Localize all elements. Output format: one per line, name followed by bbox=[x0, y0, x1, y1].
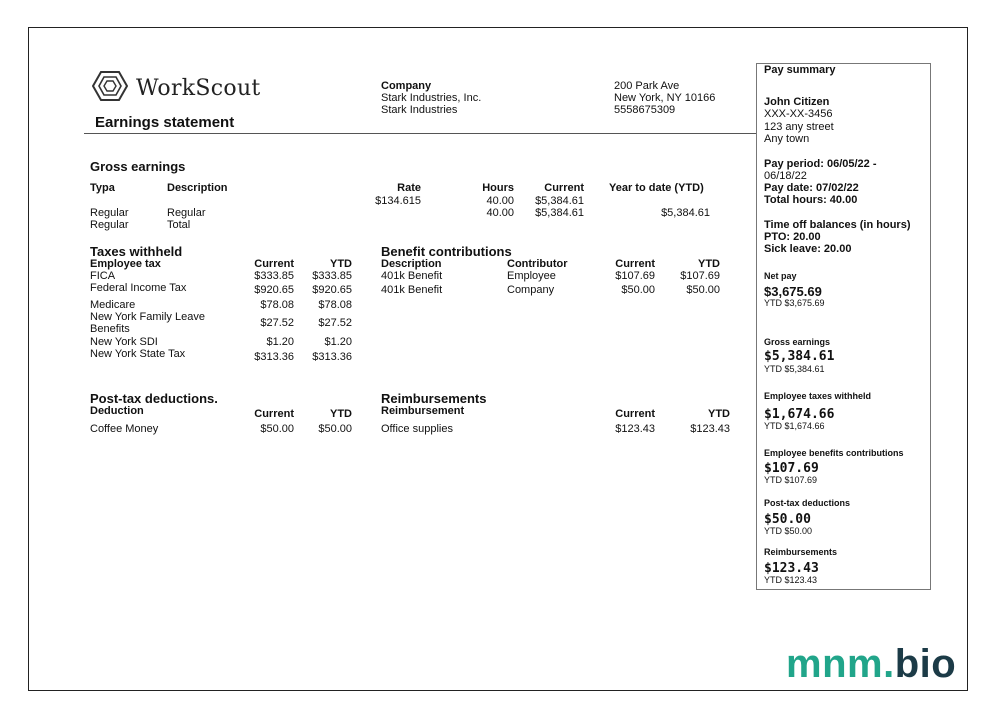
benefit-ytd: $50.00 bbox=[686, 284, 720, 296]
summary-heading: Pay summary bbox=[764, 64, 836, 76]
benefits-label: Employee benefits contributions bbox=[764, 448, 904, 458]
posttax-heading: Post-tax deductions. bbox=[90, 391, 218, 406]
reimb-header-name: Reimbursement bbox=[381, 405, 465, 417]
benefit-current: $107.69 bbox=[615, 270, 655, 282]
posttax-header-current: Current bbox=[254, 408, 294, 420]
company-line2: Stark Industries bbox=[381, 104, 458, 116]
gross-row-current: $5,384.61 bbox=[535, 207, 584, 219]
benefits-value: $107.69 bbox=[764, 461, 819, 476]
tax-name-cont: Benefits bbox=[90, 323, 130, 335]
tax-name: New York SDI bbox=[90, 336, 158, 348]
brand-logo bbox=[92, 70, 261, 107]
gross-header-rate: Rate bbox=[397, 182, 421, 194]
tax-current: $78.08 bbox=[260, 299, 294, 311]
reimb-header-ytd: YTD bbox=[708, 408, 730, 420]
net-pay-label: Net pay bbox=[764, 271, 797, 281]
company-phone: 5558675309 bbox=[614, 104, 676, 116]
tax-name: FICA bbox=[90, 270, 116, 282]
tax-current: $920.65 bbox=[254, 284, 294, 296]
tax-current: $313.36 bbox=[254, 351, 294, 363]
gross-hours: 40.00 bbox=[486, 195, 514, 207]
benefit-desc: 401k Benefit bbox=[381, 284, 443, 296]
posttax-label: Post-tax deductions bbox=[764, 498, 851, 508]
tax-ytd: $920.65 bbox=[312, 284, 352, 296]
tax-ytd: $27.52 bbox=[318, 317, 352, 329]
benefits-heading: Benefit contributions bbox=[381, 244, 512, 259]
benefits-ytd: YTD $107.69 bbox=[764, 475, 818, 485]
gross-total-desc: Total bbox=[167, 219, 191, 231]
benefit-current: $50.00 bbox=[621, 284, 655, 296]
posttax-value: $50.00 bbox=[764, 512, 811, 527]
reimb-ytd: YTD $123.43 bbox=[764, 575, 818, 585]
header-divider bbox=[84, 133, 756, 134]
pay-period-end: 06/18/22 bbox=[764, 170, 807, 182]
reimb-heading: Reimbursements bbox=[381, 391, 487, 406]
company-line1: Stark Industries, Inc. bbox=[381, 92, 482, 104]
taxes-header-ytd: YTD bbox=[330, 258, 352, 270]
brand-name: WorkScout bbox=[136, 76, 261, 101]
tax-name: Medicare bbox=[90, 299, 136, 311]
gross-header-current: Current bbox=[544, 182, 584, 194]
benefits-header-ytd: YTD bbox=[698, 258, 720, 270]
benefit-ytd: $107.69 bbox=[680, 270, 720, 282]
gross-rate: $134.615 bbox=[375, 195, 421, 207]
total-hours: Total hours: 40.00 bbox=[764, 194, 858, 206]
tax-ytd: $78.08 bbox=[318, 299, 352, 311]
gross-value: $5,384.61 bbox=[764, 349, 835, 364]
reimb-value: $123.43 bbox=[764, 561, 819, 576]
tax-current: $1.20 bbox=[266, 336, 294, 348]
gross-label: Gross earnings bbox=[764, 337, 831, 347]
sick-balance: Sick leave: 20.00 bbox=[764, 243, 852, 255]
employee-street: 123 any street bbox=[764, 121, 834, 133]
benefits-header-contrib: Contributor bbox=[507, 258, 568, 270]
tax-ytd: $333.85 bbox=[312, 270, 352, 282]
taxes-ytd: YTD $1,674.66 bbox=[764, 421, 825, 431]
posttax-header-ytd: YTD bbox=[330, 408, 352, 420]
gross-header-ytd: Year to date (YTD) bbox=[609, 182, 704, 194]
employee-town: Any town bbox=[764, 133, 810, 145]
tax-current: $27.52 bbox=[260, 317, 294, 329]
timeoff-heading: Time off balances (in hours) bbox=[764, 219, 911, 231]
gross-row-type: Regular bbox=[90, 207, 129, 219]
gross-header-hours: Hours bbox=[482, 182, 514, 194]
taxes-header-name: Employee tax bbox=[90, 258, 161, 270]
posttax-ytd: YTD $50.00 bbox=[764, 526, 813, 536]
gross-ytd: YTD $5,384.61 bbox=[764, 364, 825, 374]
gross-row-hours: 40.00 bbox=[486, 207, 514, 219]
pay-period: Pay period: 06/05/22 - bbox=[764, 158, 877, 170]
company-address1: 200 Park Ave bbox=[614, 80, 680, 92]
taxes-value: $1,674.66 bbox=[764, 407, 835, 422]
gross-current: $5,384.61 bbox=[535, 195, 584, 207]
gross-heading: Gross earnings bbox=[90, 159, 186, 174]
gross-row-ytd: $5,384.61 bbox=[661, 207, 710, 219]
taxes-heading: Taxes withheld bbox=[90, 244, 183, 259]
reimb-label: Reimbursements bbox=[764, 547, 838, 557]
benefits-header-desc: Description bbox=[381, 258, 442, 270]
reimb-ytd: $123.43 bbox=[690, 423, 730, 435]
reimb-header-current: Current bbox=[615, 408, 655, 420]
benefit-desc: 401k Benefit bbox=[381, 270, 443, 282]
reimb-current: $123.43 bbox=[615, 423, 655, 435]
posttax-name: Coffee Money bbox=[90, 423, 159, 435]
taxes-label: Employee taxes withheld bbox=[764, 391, 872, 401]
watermark-part1: mnm. bbox=[786, 642, 895, 686]
employee-ssn: XXX-XX-3456 bbox=[764, 108, 833, 120]
watermark-part2: bio bbox=[894, 642, 957, 686]
company-address2: New York, NY 10166 bbox=[614, 92, 716, 104]
tax-name: New York State Tax bbox=[90, 348, 186, 360]
gross-total-type: Regular bbox=[90, 219, 129, 231]
gross-row-desc: Regular bbox=[167, 207, 206, 219]
net-pay-value: $3,675.69 bbox=[764, 284, 822, 299]
benefit-contrib: Employee bbox=[507, 270, 556, 282]
net-pay-ytd: YTD $3,675.69 bbox=[764, 298, 825, 308]
posttax-ytd: $50.00 bbox=[318, 423, 352, 435]
employee-name: John Citizen bbox=[764, 96, 830, 108]
taxes-header-current: Current bbox=[254, 258, 294, 270]
posttax-header-name: Deduction bbox=[90, 405, 144, 417]
pay-date: Pay date: 07/02/22 bbox=[764, 182, 859, 194]
benefits-header-current: Current bbox=[615, 258, 655, 270]
posttax-current: $50.00 bbox=[260, 423, 294, 435]
tax-ytd: $1.20 bbox=[324, 336, 352, 348]
statement-title: Earnings statement bbox=[95, 114, 235, 131]
tax-ytd: $313.36 bbox=[312, 351, 352, 363]
reimb-name: Office supplies bbox=[381, 423, 453, 435]
tax-current: $333.85 bbox=[254, 270, 294, 282]
watermark bbox=[786, 642, 956, 687]
gross-header-desc: Description bbox=[167, 182, 228, 194]
tax-name: Federal Income Tax bbox=[90, 282, 187, 294]
benefit-contrib: Company bbox=[507, 284, 555, 296]
tax-name: New York Family Leave bbox=[90, 311, 205, 323]
pto-balance: PTO: 20.00 bbox=[764, 231, 821, 243]
hexagon-logo-icon bbox=[92, 70, 128, 107]
company-label: Company bbox=[381, 80, 432, 92]
gross-header-type: Typa bbox=[90, 182, 115, 194]
